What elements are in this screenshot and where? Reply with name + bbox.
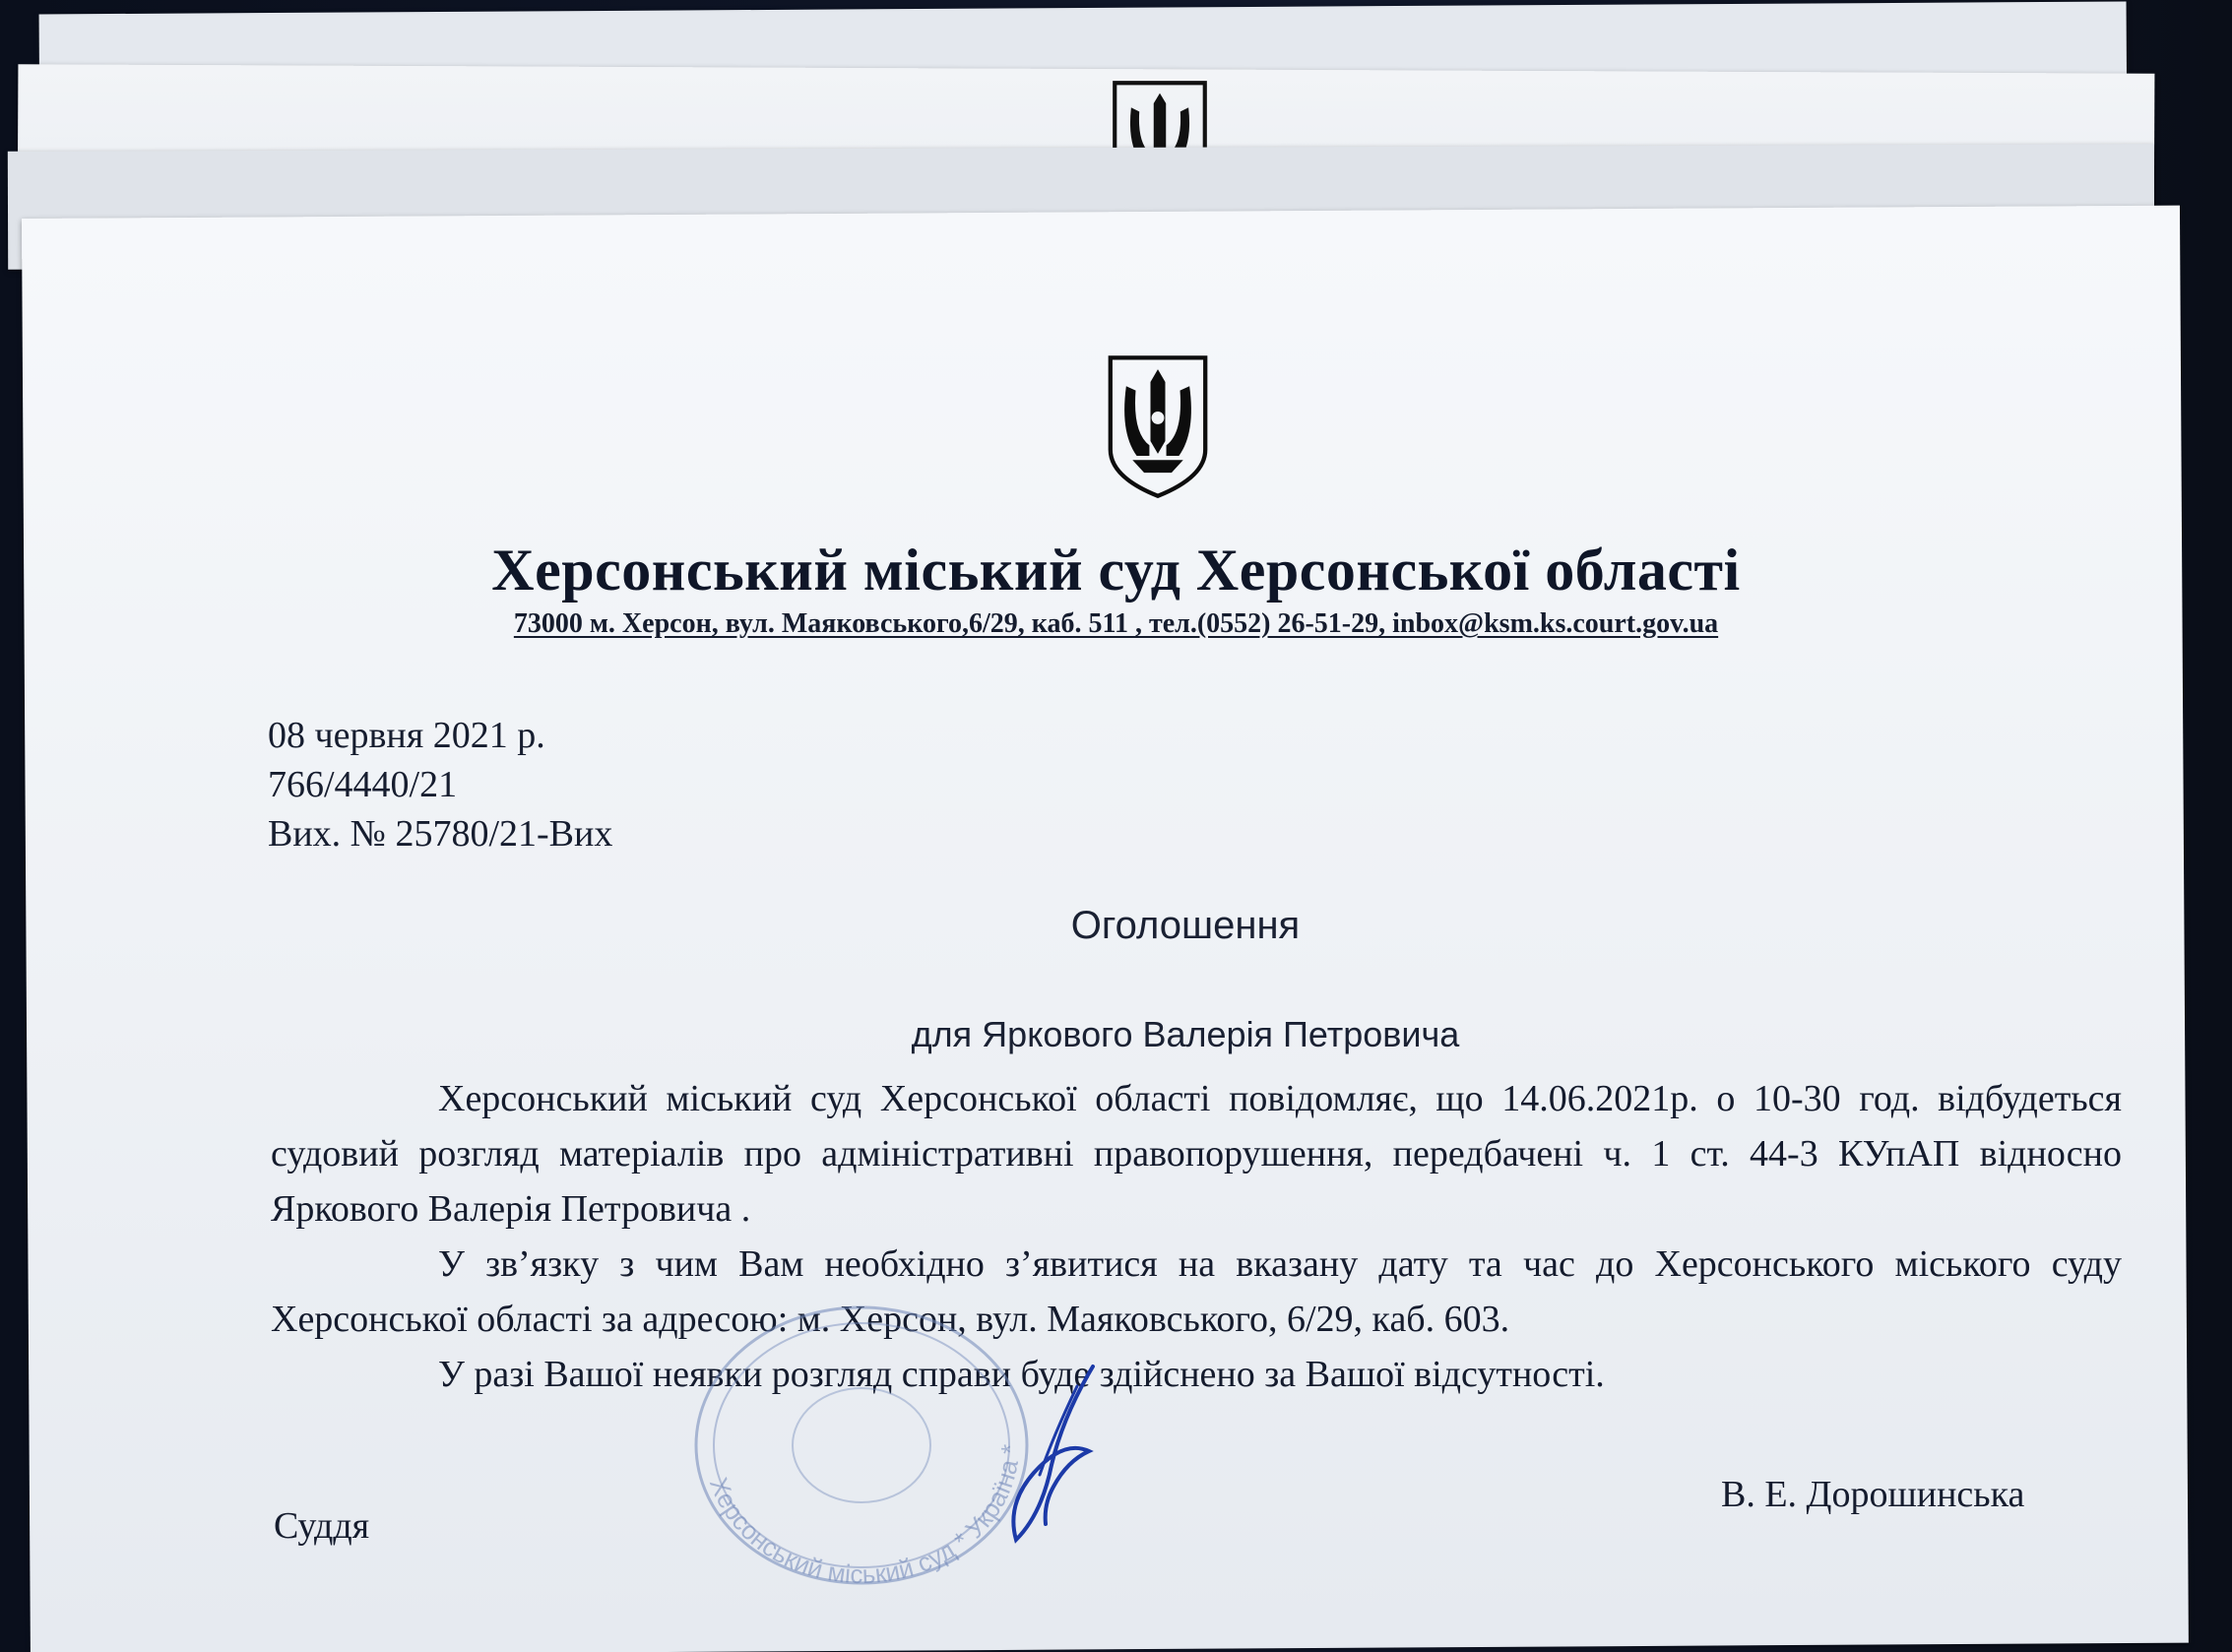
case-number: 766/4440/21 <box>268 764 458 805</box>
court-address-line <box>0 608 2232 640</box>
outgoing-number: Вих. № 25780/21-Вих <box>268 813 613 855</box>
document-meta <box>268 711 612 858</box>
court-address-text: 73000 м. Херсон, вул. Маяковського,6/29, каб. 511 , тел.(0552) 26-51-29, inbox@ksm.ks.court.gov.ua <box>513 608 1719 639</box>
body-paragraph: Херсонський міський суд Херсонської області повідомляє, що 14.06.2021р. о 10-30 год. відбудеться судовий розгляд матеріалів про адміністративні правопорушення, передбачені ч. 1 ст. 44-3 КУпАП відносно Яркового Валерія Петровича . <box>271 1078 2122 1230</box>
stamp-text: Херсонський міський суд * Україна * <box>703 1443 1026 1590</box>
body-paragraph: У разі Вашої неявки розгляд справи буде здійснено за Вашої відсутності. <box>438 1354 1605 1395</box>
body-paragraph: У зв’язку з чим Вам необхідно з’явитися на вказану дату та час до Херсонського міського суду Херсонської області за адресою: м. Херсон, вул. Маяковського, 6/29, каб. 603. <box>271 1243 2122 1340</box>
document-title: Оголошення <box>1070 904 1301 947</box>
signatory-role: Суддя <box>274 1505 370 1547</box>
svg-text:Херсонський міський суд * Укра <box>704 1443 1025 1589</box>
judge-signature-icon <box>994 1357 1113 1544</box>
court-name-heading: Херсонський міський суд Херсонської області <box>491 538 1741 603</box>
document-date: 08 червня 2021 р. <box>268 715 545 756</box>
signatory-name: В. Е. Дорошинська <box>1721 1474 2025 1515</box>
recipient-line: для Яркового Валерія Петровича <box>911 1014 1460 1054</box>
trident-emblem-icon <box>1105 352 1211 500</box>
document-body <box>271 1071 2122 1402</box>
